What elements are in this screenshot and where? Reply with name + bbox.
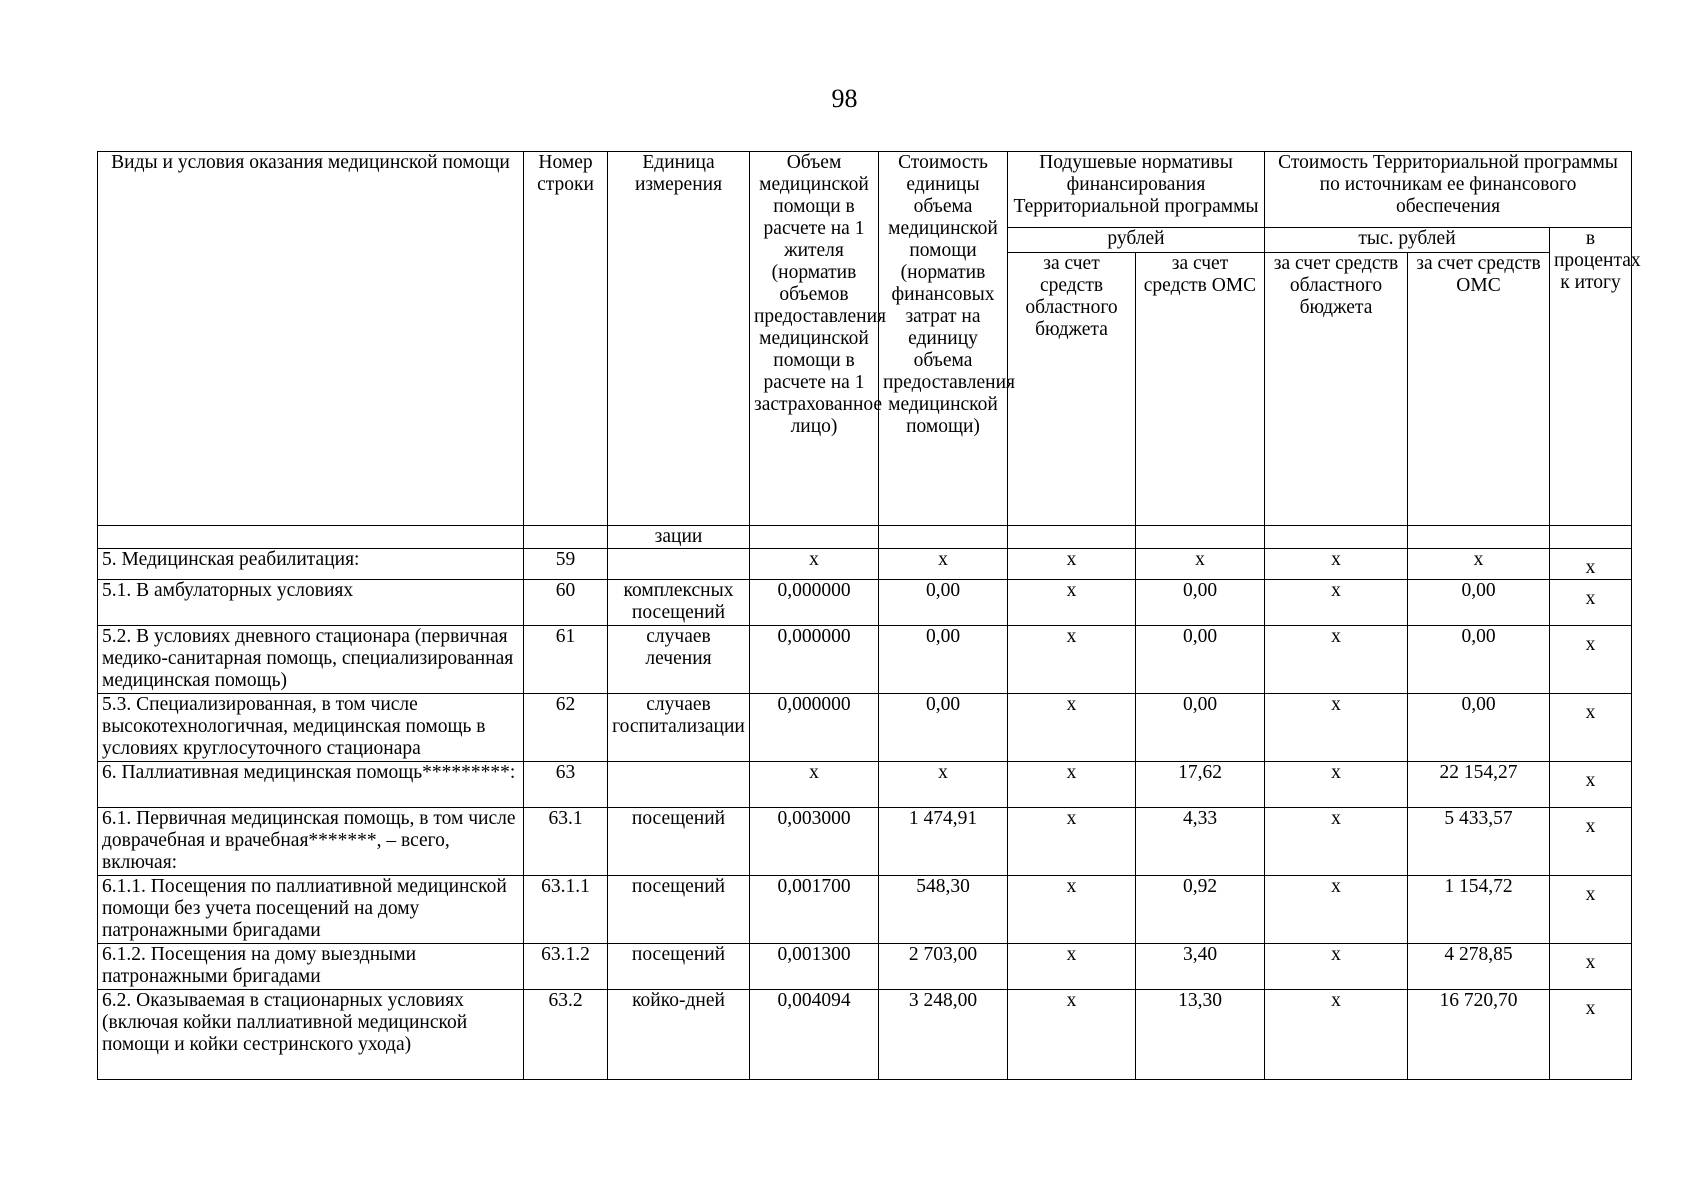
row-total-budget: х <box>1265 694 1408 762</box>
row-number: 63.1.2 <box>524 944 608 990</box>
row-norm-oms: х <box>1136 549 1265 580</box>
row-total-budget: х <box>1265 580 1408 626</box>
row-name: 6.1.2. Посещения на дому выездными патронажными бригадами <box>98 944 524 990</box>
row-total-oms: 22 154,27 <box>1408 762 1550 808</box>
row-norm-budget: х <box>1008 990 1136 1080</box>
row-volume: х <box>750 549 879 580</box>
row-name: 5.3. Специализированная, в том числе высокотехнологичная, медицинская помощь в условиях круглосуточного стационара <box>98 694 524 762</box>
header-type: Виды и условия оказания медицинской помощи <box>98 152 524 526</box>
table-row <box>98 626 1632 694</box>
cell-empty <box>524 526 608 549</box>
row-unit: случаев госпитализации <box>608 694 750 762</box>
header-total-oms: за счет средств ОМС <box>1408 253 1550 526</box>
row-total-oms: 1 154,72 <box>1408 876 1550 944</box>
row-volume: 0,004094 <box>750 990 879 1080</box>
row-unit: случаев лечения <box>608 626 750 694</box>
row-percent: х <box>1550 549 1632 580</box>
row-cost: х <box>879 549 1008 580</box>
row-percent: х <box>1550 694 1632 762</box>
row-number: 61 <box>524 626 608 694</box>
header-rubles: рублей <box>1008 228 1265 253</box>
row-cost: 0,00 <box>879 580 1008 626</box>
row-volume: 0,001300 <box>750 944 879 990</box>
header-norm-budget: за счет средств областного бюджета <box>1008 253 1136 526</box>
row-cost: 3 248,00 <box>879 990 1008 1080</box>
row-volume: 0,000000 <box>750 580 879 626</box>
row-total-budget: х <box>1265 626 1408 694</box>
row-cost: 0,00 <box>879 626 1008 694</box>
table-row <box>98 876 1632 944</box>
row-number: 63 <box>524 762 608 808</box>
header-total-budget: за счет средств областного бюджета <box>1265 253 1408 526</box>
row-name: 6.1. Первичная медицинская помощь, в том числе доврачебная и врачебная*******, – всего, включая: <box>98 808 524 876</box>
table-row <box>98 990 1632 1080</box>
row-total-oms: х <box>1408 549 1550 580</box>
row-norm-budget: х <box>1008 694 1136 762</box>
row-norm-budget: х <box>1008 876 1136 944</box>
table-row <box>98 944 1632 990</box>
row-name: 6. Паллиативная медицинская помощь*********: <box>98 762 524 808</box>
row-norm-budget: х <box>1008 944 1136 990</box>
row-unit <box>608 549 750 580</box>
row-norm-budget: х <box>1008 808 1136 876</box>
row-percent: х <box>1550 808 1632 876</box>
row-cost: 1 474,91 <box>879 808 1008 876</box>
row-total-oms: 0,00 <box>1408 694 1550 762</box>
row-name: 5.2. В условиях дневного стационара (первичная медико-санитарная помощь, специализированная медицинская помощь) <box>98 626 524 694</box>
row-norm-oms: 3,40 <box>1136 944 1265 990</box>
header-per-capita-norms: Подушевые нормативы финансирования Территориальной программы <box>1008 152 1265 228</box>
row-norm-oms: 0,00 <box>1136 580 1265 626</box>
row-total-oms: 4 278,85 <box>1408 944 1550 990</box>
row-percent: х <box>1550 944 1632 990</box>
row-volume: 0,000000 <box>750 626 879 694</box>
row-unit: посещений <box>608 944 750 990</box>
header-unit-continuation: зации <box>608 526 750 549</box>
row-norm-budget: х <box>1008 626 1136 694</box>
header-percent: в процентах к итогу <box>1550 228 1632 526</box>
table-row <box>98 808 1632 876</box>
row-unit: посещений <box>608 876 750 944</box>
row-name: 6.2. Оказываемая в стационарных условиях (включая койки паллиативной медицинской помощи и койки сестринского ухода) <box>98 990 524 1080</box>
cell-empty <box>1550 526 1632 549</box>
row-cost: 0,00 <box>879 694 1008 762</box>
row-unit <box>608 762 750 808</box>
header-thousand-rubles: тыс. рублей <box>1265 228 1550 253</box>
cell-empty <box>1136 526 1265 549</box>
row-norm-oms: 0,00 <box>1136 626 1265 694</box>
cell-empty <box>879 526 1008 549</box>
row-volume: 0,003000 <box>750 808 879 876</box>
row-unit: комплексных посещений <box>608 580 750 626</box>
row-total-budget: х <box>1265 808 1408 876</box>
cell-empty <box>1008 526 1136 549</box>
table-row <box>98 580 1632 626</box>
row-number: 63.1 <box>524 808 608 876</box>
row-total-oms: 0,00 <box>1408 626 1550 694</box>
row-number: 60 <box>524 580 608 626</box>
row-norm-oms: 4,33 <box>1136 808 1265 876</box>
row-total-oms: 0,00 <box>1408 580 1550 626</box>
row-percent: х <box>1550 626 1632 694</box>
program-cost-table <box>97 151 1641 1080</box>
row-cost: 2 703,00 <box>879 944 1008 990</box>
cell-empty <box>1265 526 1408 549</box>
row-number: 59 <box>524 549 608 580</box>
row-total-oms: 16 720,70 <box>1408 990 1550 1080</box>
row-total-budget: х <box>1265 762 1408 808</box>
row-volume: х <box>750 762 879 808</box>
row-percent: х <box>1550 580 1632 626</box>
cell-empty <box>1408 526 1550 549</box>
page-number: 98 <box>831 84 858 113</box>
row-name: 5.1. В амбулаторных условиях <box>98 580 524 626</box>
header-volume: Объем медицинской помощи в расчете на 1 жителя (норматив объемов предоставления медицинской помощи в расчете на 1 застрахованное лицо) <box>750 152 879 526</box>
row-volume: 0,001700 <box>750 876 879 944</box>
row-norm-oms: 0,92 <box>1136 876 1265 944</box>
header-program-cost: Стоимость Территориальной программы по источникам ее финансового обеспечения <box>1265 152 1632 228</box>
table-row <box>98 694 1632 762</box>
row-percent: х <box>1550 990 1632 1080</box>
row-number: 63.2 <box>524 990 608 1080</box>
cell-empty <box>750 526 879 549</box>
header-unit: Единица измерения <box>608 152 750 526</box>
row-number: 63.1.1 <box>524 876 608 944</box>
row-volume: 0,000000 <box>750 694 879 762</box>
row-total-budget: х <box>1265 944 1408 990</box>
row-norm-budget: х <box>1008 762 1136 808</box>
row-total-budget: х <box>1265 990 1408 1080</box>
cell-empty <box>98 526 524 549</box>
row-cost: х <box>879 762 1008 808</box>
row-norm-oms: 13,30 <box>1136 990 1265 1080</box>
row-total-oms: 5 433,57 <box>1408 808 1550 876</box>
row-unit: койко-дней <box>608 990 750 1080</box>
header-row-number: Номер строки <box>524 152 608 526</box>
row-percent: х <box>1550 762 1632 808</box>
row-total-budget: х <box>1265 876 1408 944</box>
row-norm-budget: х <box>1008 549 1136 580</box>
row-name: 6.1.1. Посещения по паллиативной медицинской помощи без учета посещений на дому патронажными бригадами <box>98 876 524 944</box>
table-row <box>98 549 1632 580</box>
table-row <box>98 762 1632 808</box>
row-number: 62 <box>524 694 608 762</box>
row-total-budget: х <box>1265 549 1408 580</box>
row-norm-oms: 17,62 <box>1136 762 1265 808</box>
header-norm-oms: за счет средств ОМС <box>1136 253 1265 526</box>
row-unit: посещений <box>608 808 750 876</box>
row-cost: 548,30 <box>879 876 1008 944</box>
row-percent: х <box>1550 876 1632 944</box>
row-name: 5. Медицинская реабилитация: <box>98 549 524 580</box>
row-norm-oms: 0,00 <box>1136 694 1265 762</box>
header-unit-cost: Стоимость единицы объема медицинской помощи (норматив финансовых затрат на единицу объема предоставления медицинской помощи) <box>879 152 1008 526</box>
row-norm-budget: х <box>1008 580 1136 626</box>
